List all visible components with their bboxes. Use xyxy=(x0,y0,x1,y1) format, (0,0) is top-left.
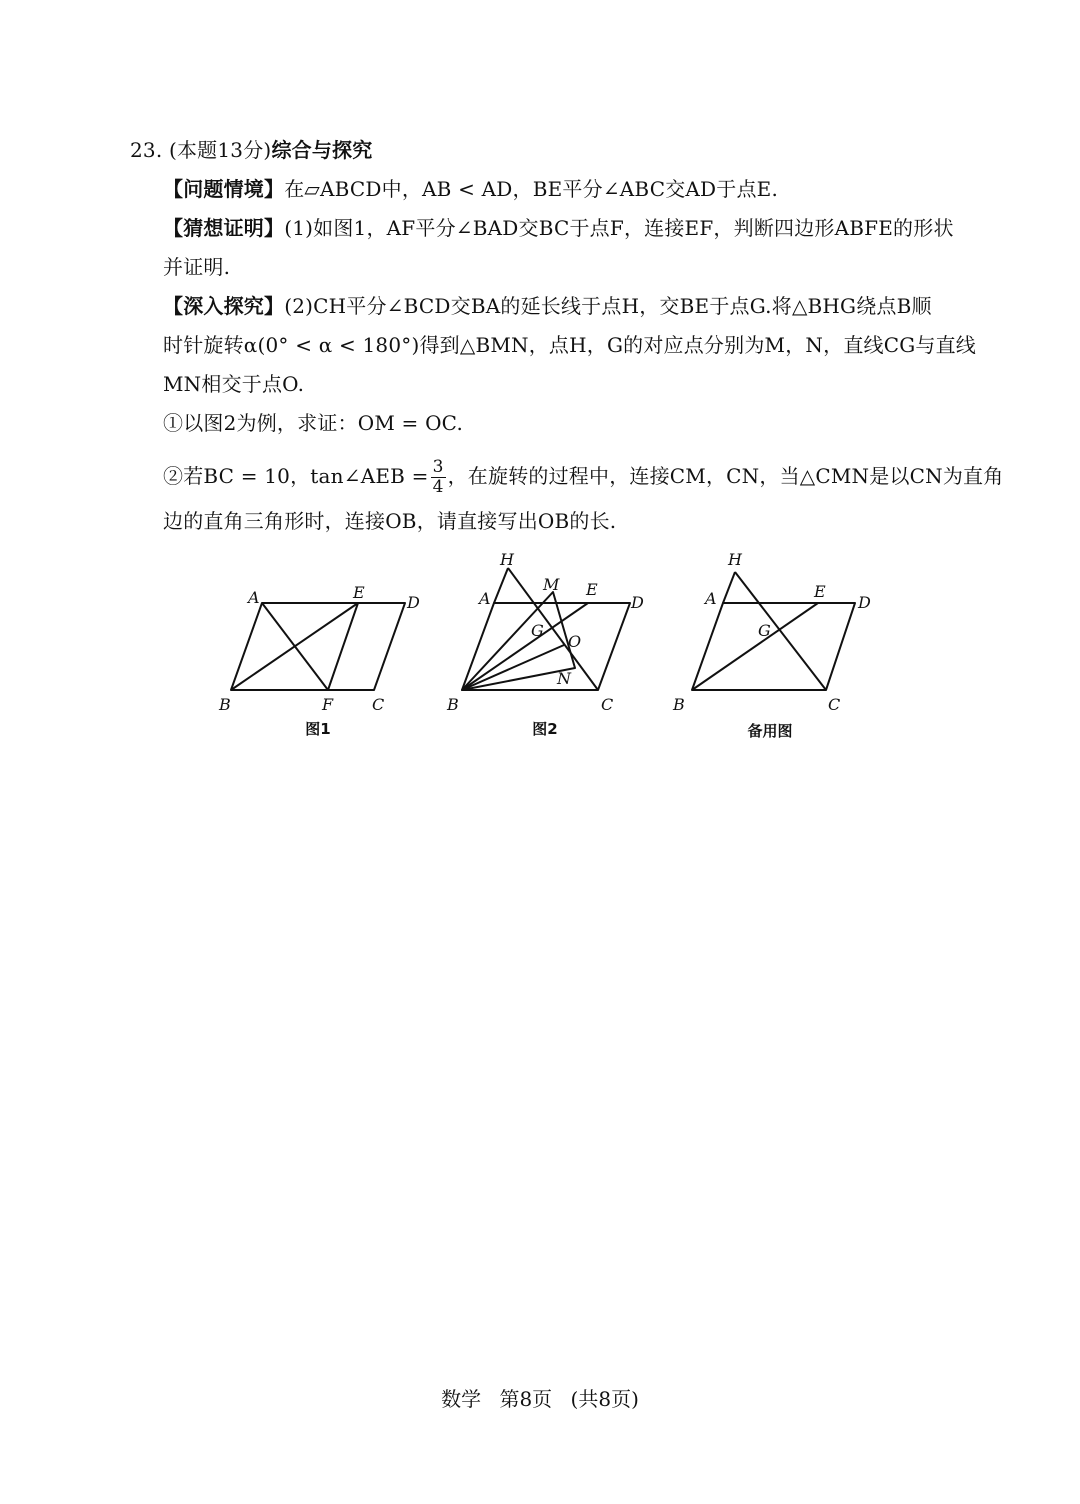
footer-page: 第8页 xyxy=(499,1387,553,1411)
question-score: (本题13分) xyxy=(168,138,272,162)
fig3-label-d: D xyxy=(858,593,871,612)
exploration-tag: 【深入探究】 xyxy=(163,294,285,318)
footer-total: (共8页) xyxy=(570,1387,639,1411)
fig1-label-a: A xyxy=(248,588,260,607)
fig2-label-b: B xyxy=(447,695,459,714)
conjecture-tag: 【猜想证明】 xyxy=(163,216,285,240)
exploration-line-3: MN相交于点O. xyxy=(163,372,305,396)
fig2-label-o: O xyxy=(568,632,582,651)
fraction-denominator: 4 xyxy=(432,477,444,497)
fig3-label-a: A xyxy=(705,589,717,608)
fig2-parallelogram xyxy=(462,603,630,690)
fig3-label-c: C xyxy=(828,695,841,714)
figure-1 xyxy=(231,603,405,690)
sub-question-1: ①以图2为例，求证：OM = OC. xyxy=(163,411,464,435)
fig3-label-e: E xyxy=(814,582,826,601)
fig2-label-g: G xyxy=(531,621,544,640)
fig2-label-d: D xyxy=(631,593,644,612)
fig1-label-d: D xyxy=(407,593,420,612)
fig1-caption: 图1 xyxy=(305,720,331,738)
problem-context-text: 在▱ABCD中，AB < AD，BE平分∠ABC交AD于点E. xyxy=(284,177,779,201)
fraction-numerator: 3 xyxy=(432,457,444,477)
conjecture-line-2: 并证明. xyxy=(163,255,231,279)
fig2-label-h: H xyxy=(500,550,514,569)
conjecture-text-1: (1)如图1，AF平分∠BAD交BC于点F，连接EF，判断四边形ABFE的形状 xyxy=(284,216,954,240)
exploration-line-2: 时针旋转α(0° < α < 180°)得到△BMN，点H，G的对应点分别为M，N，直线CG与直线 xyxy=(163,333,976,357)
fig3-label-g: G xyxy=(758,621,771,640)
fig2-ba-extension xyxy=(494,568,508,603)
exploration-text-1: (2)CH平分∠BCD交BA的延长线于点H，交BE于点G.将△BHG绕点B顺 xyxy=(284,294,932,318)
fig1-label-e: E xyxy=(353,583,365,602)
fig3-label-h: H xyxy=(728,550,742,569)
sub-question-2-suffix: ，在旋转的过程中，连接CM，CN，当△CMN是以CN为直角 xyxy=(447,464,1004,488)
fig3-label-b: B xyxy=(673,695,685,714)
fig1-segment-ef xyxy=(328,603,358,690)
fig2-label-n: N xyxy=(557,669,571,688)
fig1-segment-af xyxy=(262,603,328,690)
fig3-ba-extension xyxy=(723,572,735,603)
fig1-label-b: B xyxy=(219,695,231,714)
fig1-label-f: F xyxy=(322,695,334,714)
fig2-caption: 图2 xyxy=(532,720,558,738)
fig2-label-m: M xyxy=(543,575,560,594)
fig1-label-c: C xyxy=(372,695,385,714)
fig3-segment-hc xyxy=(735,572,826,690)
fig2-label-c: C xyxy=(601,695,614,714)
fig2-segment-bo xyxy=(462,645,564,690)
question-title: 综合与探究 xyxy=(271,138,373,162)
fig2-label-a: A xyxy=(479,589,491,608)
fig2-label-e: E xyxy=(586,580,598,599)
fig3-segment-be xyxy=(692,603,818,690)
problem-context-tag: 【问题情境】 xyxy=(163,177,285,201)
page-footer xyxy=(0,1385,1080,1413)
fig3-parallelogram xyxy=(692,603,855,690)
sub-question-2-prefix: ②若BC = 10，tan∠AEB = xyxy=(163,464,429,488)
question-number: 23. xyxy=(130,138,163,162)
sub-question-2-line-2: 边的直角三角形时，连接OB，请直接写出OB的长. xyxy=(163,509,617,533)
fig3-caption: 备用图 xyxy=(747,722,793,740)
footer-subject: 数学 xyxy=(441,1387,482,1411)
